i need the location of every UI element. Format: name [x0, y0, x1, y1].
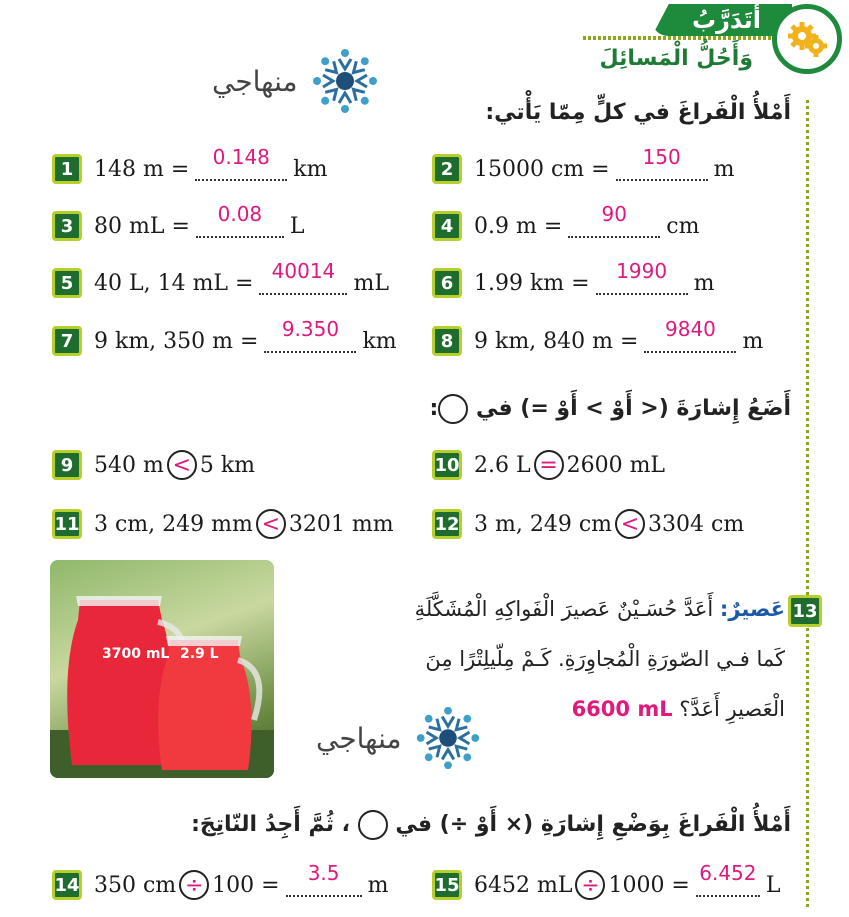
exercise-item-8 [432, 317, 764, 356]
answer-blank[interactable] [568, 202, 660, 238]
comparison-circle[interactable]: < [167, 450, 197, 480]
photo-label-large: 3700 mL [102, 646, 170, 662]
item-unit: km [362, 328, 397, 354]
item-right: 3201 mm [288, 511, 394, 537]
item-number: 7 [52, 326, 82, 356]
item-right: 2600 mL [566, 452, 666, 478]
item-number-13: 13 [788, 595, 822, 627]
item-left: 3 m, 249 cm [474, 511, 613, 537]
answer-blank[interactable] [596, 259, 688, 295]
item-unit: L [289, 213, 305, 239]
problem13-line1: عَصيرٌ: أَعَدَّ حُسَـيْنٌ عَصيرَ الْفَواكِهِ الْمُشَكَّلَةِ [414, 597, 785, 621]
item-left: 3 cm, 249 mm [94, 511, 253, 537]
instruction-text: أَضَعُ إِشارَةَ (< أَوْ > أَوْ =) في [475, 396, 791, 421]
empty-circle-icon [438, 394, 468, 424]
answer-text: 9.350 [281, 317, 340, 341]
item-left: 15000 cm = [474, 156, 610, 182]
item-left: 9 km, 840 m = [474, 328, 639, 354]
item-number: 1 [52, 154, 82, 184]
item-unit: m [367, 872, 389, 898]
exercise-item-10 [432, 450, 665, 480]
item-number: 14 [52, 870, 82, 900]
exercise-item-11 [52, 509, 394, 539]
exercise-item-4 [432, 202, 700, 241]
exercise-item-7 [52, 317, 397, 356]
section1-instruction: أَمْلأُ الْفَراغَ في كلٍّ مِمّا يَأْتي: [485, 100, 791, 125]
problem13-keyword: عَصيرٌ: [719, 597, 785, 621]
answer-blank[interactable] [264, 317, 356, 353]
section2-instruction [429, 394, 791, 424]
exercise-item-5 [52, 259, 389, 298]
item-number: 9 [52, 450, 82, 480]
item-left: 80 mL = [94, 213, 190, 239]
answer-text: 6.452 [699, 861, 757, 885]
margin-dotted-line [806, 100, 809, 910]
item-left: 1.99 km = [474, 270, 590, 296]
exercise-item-2 [432, 145, 735, 184]
answer-blank[interactable] [696, 861, 760, 897]
answer-text: 90 [601, 202, 627, 226]
comparison-circle[interactable]: < [256, 509, 286, 539]
exercise-item-12 [432, 509, 744, 539]
exercise-item-6 [432, 259, 715, 298]
answer-blank[interactable] [286, 861, 362, 897]
item-left: 9 km, 350 m = [94, 328, 259, 354]
juice-jugs-photo [50, 560, 274, 778]
comparison-circle[interactable]: = [534, 450, 564, 480]
item-left: 6452 mL [474, 872, 573, 898]
item-left: 350 cm [94, 872, 177, 898]
answer-text: 0.08 [217, 202, 263, 226]
problem13-line3: الْعَصيرِ أَعَدَّ؟ 6600 mL [571, 697, 785, 721]
header-subtitle: وَأَحُلُّ الْمَسائِلَ [599, 46, 753, 71]
answer-text: 9840 [665, 317, 716, 341]
logo-text: منهاجي [316, 721, 402, 755]
item-number: 5 [52, 268, 82, 298]
logo-text: منهاجي [212, 64, 298, 98]
item-number: 6 [432, 268, 462, 298]
answer-blank[interactable] [195, 145, 287, 181]
answer-text: 150 [642, 145, 681, 169]
exercise-item-14 [52, 861, 389, 900]
item-left: 0.9 m = [474, 213, 563, 239]
comparison-circle[interactable]: < [615, 509, 645, 539]
answer-blank[interactable] [616, 145, 708, 181]
answer-text: 40014 [271, 259, 336, 283]
item-left: 2.6 L [474, 452, 531, 478]
item-unit: L [765, 872, 781, 898]
empty-circle-icon [358, 810, 388, 840]
item-unit: mL [353, 270, 389, 296]
item-number: 10 [432, 450, 462, 480]
problem13-line2: كَما فـي الصّورَةِ الْمُجاوِرَةِ. كَـمْ مِلّيلِتْرًا مِنَ [425, 647, 785, 671]
item-left: 148 m = [94, 156, 190, 182]
item-left: 40 L, 14 mL = [94, 270, 254, 296]
instruction-colon: : [429, 396, 439, 421]
answer-blank[interactable] [259, 259, 347, 295]
item-mid: 1000 = [608, 872, 690, 898]
item-unit: m [713, 156, 735, 182]
item-number: 8 [432, 326, 462, 356]
item-unit: cm [666, 213, 700, 239]
exercise-item-9 [52, 450, 255, 480]
snowflake-people-icon [306, 42, 384, 120]
instruction-text-a: أَمْلأُ الْفَراغَ بِوَضْعِ إِشارَةِ (× أَوْ ÷) في [395, 812, 791, 837]
item-mid: 100 = [212, 872, 280, 898]
item-number: 3 [52, 211, 82, 241]
answer-blank[interactable] [644, 317, 736, 353]
exercise-item-3 [52, 202, 305, 241]
answer-text: 1990 [616, 259, 668, 283]
item-number: 12 [432, 509, 462, 539]
operation-circle[interactable]: ÷ [179, 870, 209, 900]
item-right: 5 km [199, 452, 256, 478]
item-unit: km [293, 156, 328, 182]
operation-circle[interactable]: ÷ [575, 870, 605, 900]
instruction-text-b: ، ثُمَّ أَجِدُ النّاتِجَ: [191, 812, 350, 837]
item-number: 11 [52, 509, 82, 539]
item-unit: m [693, 270, 715, 296]
problem13-answer: 6600 mL [571, 697, 673, 721]
item-number: 2 [432, 154, 462, 184]
answer-text: 0.148 [212, 145, 270, 169]
logo [212, 42, 384, 120]
item-left: 540 m [94, 452, 164, 478]
section3-instruction [191, 810, 791, 840]
item-number: 15 [432, 870, 462, 900]
logo-secondary [316, 700, 486, 776]
photo-label-small: 2.9 L [180, 646, 219, 662]
exercise-item-1 [52, 145, 328, 184]
gears-icon [772, 4, 842, 74]
exercise-item-15 [432, 861, 781, 900]
item-right: 3304 cm [648, 511, 745, 537]
item-number: 4 [432, 211, 462, 241]
item-unit: m [742, 328, 764, 354]
answer-text: 3.5 [307, 861, 340, 885]
header-title: أَتَدَرَّبُ [691, 6, 761, 34]
snowflake-people-icon [410, 700, 486, 776]
answer-blank[interactable] [196, 202, 284, 238]
header-dotted-bar [583, 36, 783, 40]
